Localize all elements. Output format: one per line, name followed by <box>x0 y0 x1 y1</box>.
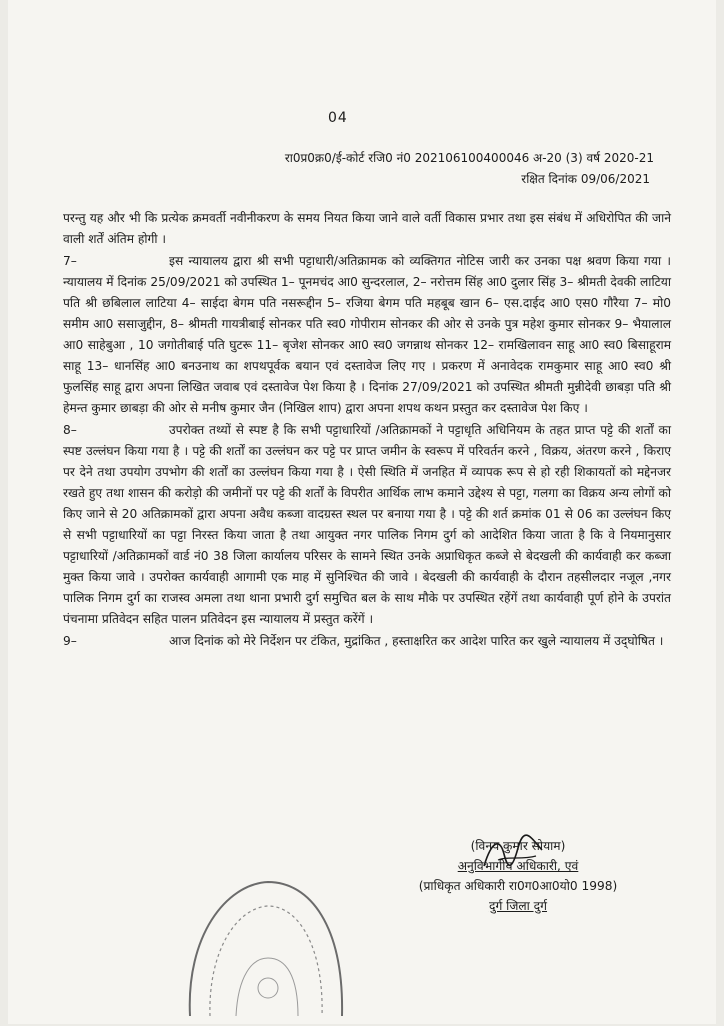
paragraph-number: 7– <box>63 254 77 268</box>
paragraph-text: परन्तु यह और भी कि प्रत्येक क्रमवर्ती नवीनीकरण के समय नियत किया जाने वाले वर्ती विकास प्रभार तथा इस संबंध में अधिरोपित की जाने वाली शर्तें अंतिम होगी । <box>63 211 671 246</box>
order-body <box>63 208 671 653</box>
office-seal <box>176 866 354 1026</box>
officer-name: (विनय कुमार सोयाम) <box>470 839 566 853</box>
page-number: 04 <box>328 110 348 126</box>
officer-authority: (प्राधिकृत अधिकारी रा0ग0आ0यो0 1998) <box>418 879 618 893</box>
paragraph <box>63 420 671 630</box>
officer-designation: अनुविभागीय अधिकारी, एवं <box>457 859 579 873</box>
officer-place: दुर्ग जिला दुर्ग <box>488 899 548 913</box>
order-date: रक्षित दिनांक 09/06/2021 <box>521 172 650 186</box>
paragraph <box>63 631 671 652</box>
paragraph-number: 9– <box>63 634 77 648</box>
paragraph <box>63 208 671 250</box>
document-page <box>8 0 716 1024</box>
paragraph-text: आज दिनांक को मेरे निर्देशन पर टंकित, मुद्रांकित , हस्ताक्षरित कर आदेश पारित कर खुले न्यायालय में उद्‌घोषित । <box>169 634 664 648</box>
case-reference: रा0प्र0क्र0/ई-कोर्ट रजि0 नं0 202106100400046 अ-20 (3) वर्ष 2020-21 <box>284 151 654 165</box>
paragraph-number: 8– <box>63 423 77 437</box>
signature-block <box>368 836 668 916</box>
paragraph <box>63 251 671 419</box>
paragraph-text: इस न्यायालय द्वारा श्री सभी पट्टाधारी/अतिक्रामक को व्यक्तिगत नोटिस जारी कर उनका पक्ष श्रवण किया गया । न्यायालय में दिनांक 25/09/2021 को उपस्थित 1– पूनमचंद आ0 सुन्दरलाल, 2– नरोत्तम सिंह आ0 दुलार सिंह 3– श्रीमती देवकी लाटिया पति श्री छबिलाल लाटिया 4– साईदा बेगम पति नसरूद्दीन 5– रजिया बेगम पति महबूब खान 6– एस.दाईद आ0 एस0 गौरैया 7– मो0 समीम आ0 ससाजुद्दीन, 8– श्रीमती गायत्रीबाई सोनकर पति स्व0 गोपीराम सोनकर की ओर से उनके पुत्र महेश कुमार सोनकर 9– भैयालाल आ0 साहेबुआ , 10 जगोतीबाई पति घुटरू 11– बृजेश सोनकर आ0 स्व0 जगन्नाथ सोनकर 12– रामखिलावन साहू आ0 स्व0 बिसाहूराम साहू 13– धानसिंह आ0 बनउनाथ का शपथपूर्वक बयान एवं दस्तावेज लिए गए । प्रकरण में अनावेदक रामकुमार साहू आ0 स्व0 श्री फुलसिंह साहू द्वारा अपना लिखित जवाब एवं दस्तावेज पेश किया है । दिनांक 27/09/2021 को उपस्थित श्रीमती मुन्नीदेवी छाबड़ा पति श्री हेमन्त कुमार छाबड़ा की ओर से मनीष कुमार जैन (निखिल शाप) द्वारा अपना शपथ कथन प्रस्तुत कर दस्तावेज पेश किए । <box>63 254 672 415</box>
paragraph-text: उपरोक्त तथ्यों से स्पष्ट है कि सभी पट्टाधारियों /अतिक्रामकों ने पट्टाधृति अधिनियम के तहत प्राप्त पट्टे की शर्तों का स्पष्ट उल्लंघन किया गया है । पट्टे की शर्तों का उल्लंघन कर पट्टे पर प्राप्त जमीन के स्वरूप में परिवर्तन करने , विक्रय, अंतरण करने , किराए पर देने तथा उपयोग उपभोग की शर्तों का उल्लंघन किया गया है । ऐसी स्थिति में जनहित में व्यापक रूप से हो रही शिकायतों को मद्देनजर रखते हुए तथा शासन की करोड़ो की जमीनों पर पट्टे की शर्तों के विपरीत आर्थिक लाभ कमाने उद्देश्य से पट्टा, गलगा का विक्रय अन्य लोगों को किए जाने से 20 अतिक्रामकों द्वारा अपना अवैध कब्जा वादग्रस्त स्थल पर बनाया गया है । पट्टे की शर्त क्रमांक 01 से 06 का उल्लंघन किए से सभी पट्टाधारियों का पट्टा निरस्त किया जाता है तथा आयुक्त नगर पालिक निगम दुर्ग को आदेशित किया जाता है कि वे नियमानुसार पट्टाधारियों /अतिक्रामकों वार्ड नं0 38 जिला कार्यालय परिसर के सामने स्थित उनके अप्राधिकृत कब्जे से बेदखली की कार्यवाही कर कब्जा मुक्त किया जावे । उपरोक्त कार्यवाही आगामी एक माह में सुनिश्चित की जावे । बेदखली की कार्यवाही के दौरान तहसीलदार नजूल ,नगर पालिक निगम दुर्ग का राजस्व अमला तथा थाना प्रभारी दुर्ग समुचित बल के साथ मौके पर उपस्थित रहेंगें तथा कार्यवाही पूर्ण होने के उपरांत पंचनामा प्रतिवेदन सहित पालन प्रतिवेदन इस न्यायालय में प्रस्तुत करेंगें । <box>63 423 671 626</box>
